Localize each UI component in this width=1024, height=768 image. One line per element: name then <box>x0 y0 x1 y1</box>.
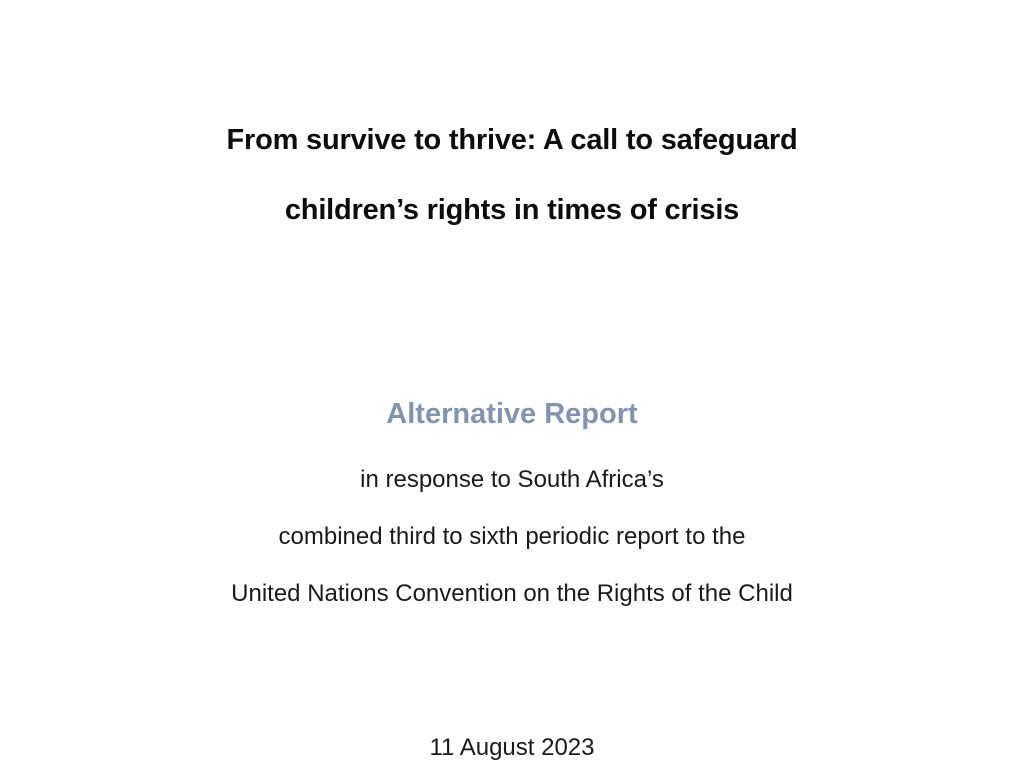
title-line-2: children’s rights in times of crisis <box>284 194 740 226</box>
body-line-2: combined third to sixth periodic report to the <box>278 523 746 550</box>
report-type-heading: Alternative Report <box>386 398 638 430</box>
report-date: 11 August 2023 <box>429 734 595 761</box>
title-line-1: From survive to thrive: A call to safeguard <box>226 124 798 156</box>
body-line-3: United Nations Convention on the Rights of the Child <box>231 580 793 607</box>
body-line-1: in response to South Africa’s <box>360 466 664 493</box>
